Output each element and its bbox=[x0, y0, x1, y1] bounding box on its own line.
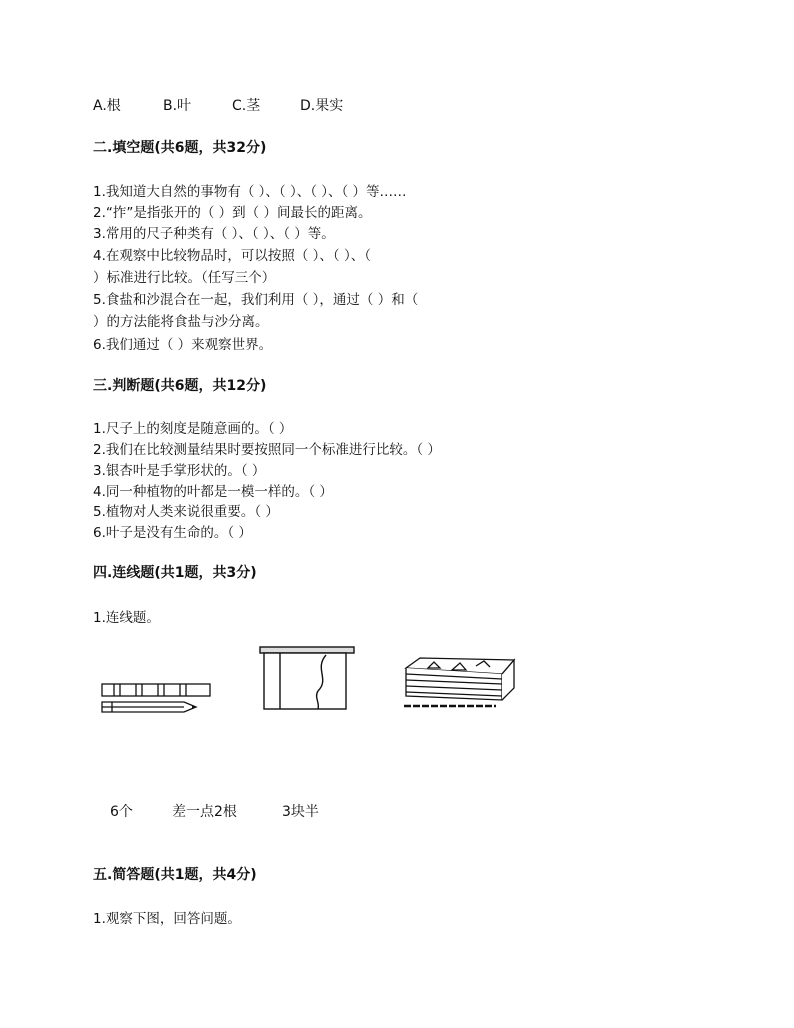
book-illustration bbox=[258, 645, 358, 711]
true-false-item: 2.我们在比较测量结果时要按照同一个标准进行比较。（ ） bbox=[93, 442, 441, 458]
section-fill-blank-title: 二.填空题(共6题，共32分) bbox=[93, 140, 267, 156]
short-answer-question: 1.观察下图，回答问题。 bbox=[93, 911, 241, 927]
option-d: D.果实 bbox=[300, 98, 344, 114]
true-false-item: 3.银杏叶是手掌形状的。（ ） bbox=[93, 463, 266, 479]
matching-label: 差一点2根 bbox=[172, 804, 237, 820]
option-b: B.叶 bbox=[163, 98, 192, 114]
matching-label: 6个 bbox=[110, 804, 133, 820]
fill-blank-item: 2.“拃”是指张开的（ ）到（ ）间最长的距离。 bbox=[93, 205, 372, 221]
matching-question: 1.连线题。 bbox=[93, 610, 160, 626]
section-true-false-title: 三.判断题(共6题，共12分) bbox=[93, 378, 267, 394]
fill-blank-item: 3.常用的尺子种类有（ ）、（ ）、（ ）等。 bbox=[93, 226, 335, 242]
section-matching-title: 四.连线题(共1题，共3分) bbox=[93, 565, 257, 581]
true-false-item: 1.尺子上的刻度是随意画的。（ ） bbox=[93, 421, 293, 437]
fill-blank-item: 5.食盐和沙混合在一起，我们利用（ ），通过（ ）和（ bbox=[93, 292, 419, 308]
option-c: C.茎 bbox=[232, 98, 261, 114]
fill-blank-item: 1.我知道大自然的事物有（ ）、（ ）、（ ）、（ ）等…… bbox=[93, 184, 407, 200]
matchbox-stack-illustration bbox=[398, 652, 523, 710]
fill-blank-item: ）标准进行比较。（任写三个） bbox=[93, 270, 276, 286]
true-false-item: 5.植物对人类来说很重要。（ ） bbox=[93, 504, 279, 520]
option-a: A.根 bbox=[93, 98, 121, 114]
matching-label: 3块半 bbox=[282, 804, 319, 820]
pencil-measure-illustration bbox=[98, 680, 216, 716]
fill-blank-item: 6.我们通过（ ）来观察世界。 bbox=[93, 337, 273, 353]
true-false-item: 6.叶子是没有生命的。（ ） bbox=[93, 525, 252, 541]
fill-blank-item: ）的方法能将食盐与沙分离。 bbox=[93, 314, 269, 330]
true-false-item: 4.同一种植物的叶都是一模一样的。（ ） bbox=[93, 484, 333, 500]
fill-blank-item: 4.在观察中比较物品时，可以按照（ ）、（ ）、（ bbox=[93, 248, 371, 264]
section-short-answer-title: 五.简答题(共1题，共4分) bbox=[93, 867, 257, 883]
